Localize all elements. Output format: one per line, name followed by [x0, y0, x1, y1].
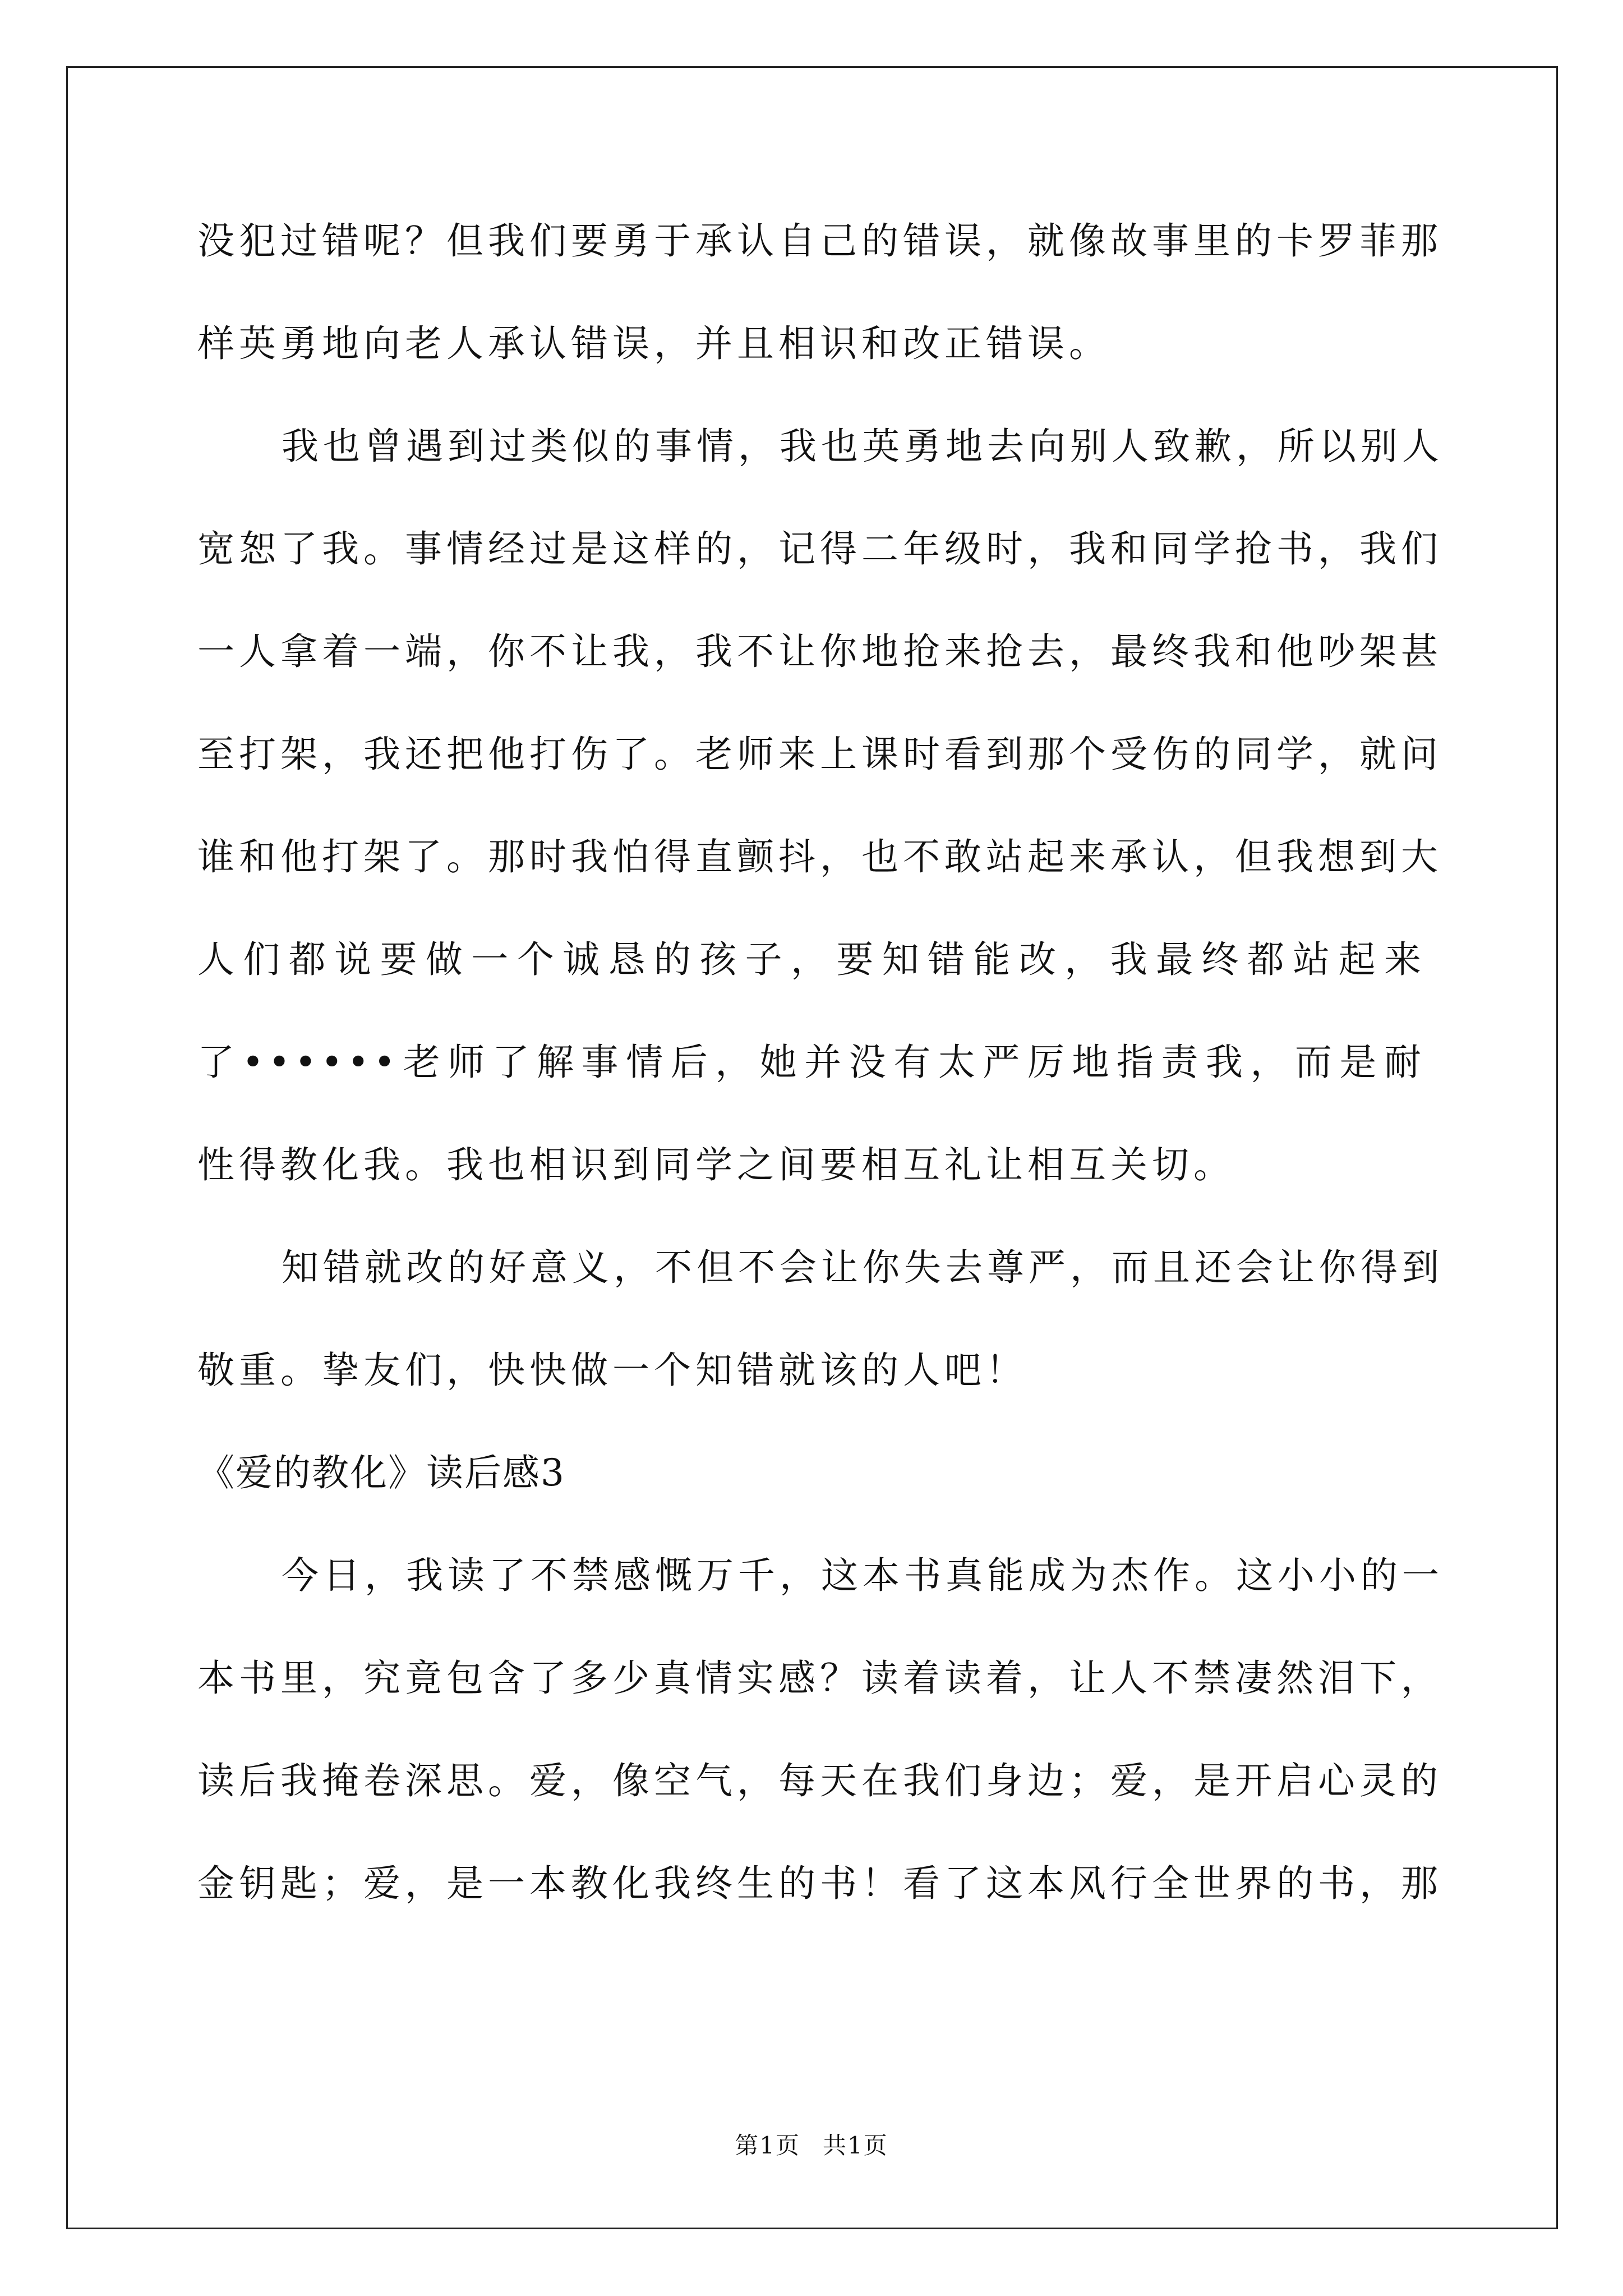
text-line: 人们都说要做一个诚恳的孩子，要知错能改，我最终都站起来 — [197, 938, 1426, 981]
text-line: 金钥匙；爱，是一本教化我终生的书！看了这本风行全世界的书，那 — [197, 1862, 1442, 1905]
text-line: 读后我掩卷深思。爱，像空气，每天在我们身边；爱，是开启心灵的 — [197, 1759, 1442, 1802]
paragraph-first-line: 知错就改的好意义，不但不会让你失去尊严，而且还会让你得到 — [282, 1246, 1444, 1289]
text-line: 谁和他打架了。那时我怕得直颤抖，也不敢站起来承认，但我想到大 — [197, 835, 1442, 878]
text-line: 样英勇地向老人承认错误，并且相识和改正错误。 — [197, 322, 1110, 365]
paragraph-first-line: 我也曾遇到过类似的事情，我也英勇地去向别人致歉，所以别人 — [282, 425, 1444, 468]
text-line: 敬重。挚友们，快快做一个知错就该的人吧！ — [197, 1349, 1027, 1392]
text-line: 性得教化我。我也相识到同学之间要相互礼让相互关切。 — [197, 1143, 1235, 1186]
page-number: 第1页 — [735, 2132, 800, 2159]
text-line: 一人拿着一端，你不让我，我不让你地抢来抢去，最终我和他吵架甚 — [197, 630, 1442, 673]
paragraph-first-line: 今日，我读了不禁感慨万千，这本书真能成为杰作。这小小的一 — [282, 1554, 1444, 1597]
page-footer — [0, 2129, 1623, 2162]
text-line: 至打架，我还把他打伤了。老师来上课时看到那个受伤的同学，就问 — [197, 733, 1442, 776]
text-line: 宽恕了我。事情经过是这样的，记得二年级时，我和同学抢书，我们 — [197, 527, 1442, 570]
text-line: 没犯过错呢？但我们要勇于承认自己的错误，就像故事里的卡罗菲那 — [197, 219, 1442, 263]
text-line: 本书里，究竟包含了多少真情实感？读着读着，让人不禁凄然泪下， — [197, 1657, 1442, 1700]
section-heading: 《爱的教化》读后感3 — [197, 1451, 565, 1494]
text-line: 了••••••老师了解事情后，她并没有太严厉地指责我，而是耐 — [197, 1041, 1426, 1084]
page-total: 共1页 — [823, 2132, 888, 2159]
